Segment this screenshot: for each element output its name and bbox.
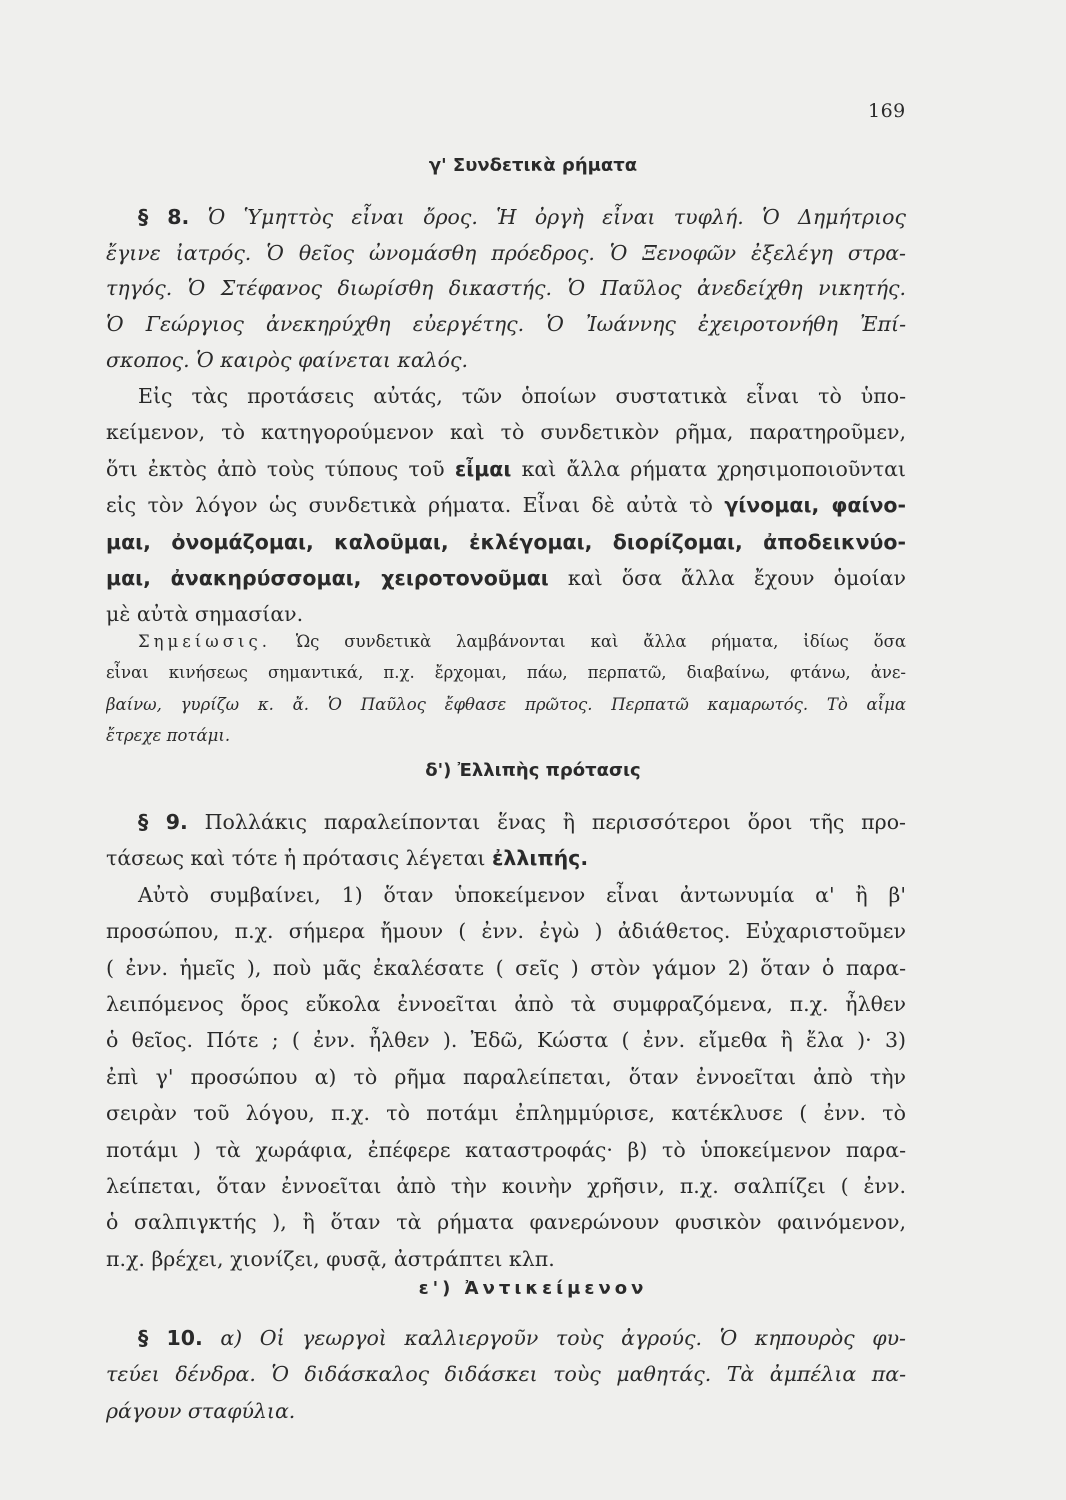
page-number: 169 (868, 100, 906, 122)
paragraph-8-line: Ὁ Γεώργιος ἀνεκηρύχθη εὐεργέτης. Ὁ Ἰωάννης ἐχειροτονήθη Ἐπί- (106, 312, 906, 337)
body-line: λείπεται, ὅταν ἐννοεῖται ἀπὸ τὴν κοινὴν χρῆσιν, π.χ. σαλπίζει ( ἐνν. (106, 1174, 906, 1199)
body-line: τεύει δένδρα. Ὁ διδάσκαλος διδάσκει τοὺς μαθητάς. Τὰ ἀμπέλια πα- (106, 1362, 906, 1387)
body-line: εἰς τὸν λόγον ὡς συνδετικὰ ρήματα. Εἶναι δὲ αὐτὰ τὸ γίνομαι, φαίνο- (106, 493, 906, 518)
note-block (106, 626, 906, 751)
body-line: τάσεως καὶ τότε ἡ πρότασις λέγεται ἐλλιπής. (106, 846, 589, 871)
note-line: Σημείωσις. Ὡς συνδετικὰ λαμβάνονται καὶ ἄλλα ρήματα, ἰδίως ὅσα (138, 632, 906, 651)
body-line: ὅτι ἐκτὸς ἀπὸ τοὺς τύπους τοῦ εἶμαι καὶ ἄλλα ρήματα χρησιμοποιοῦνται (106, 456, 906, 481)
body-line: § 9. Πολλάκις παραλείπονται ἕνας ἢ περισσότεροι ὅροι τῆς προ- (138, 810, 906, 834)
note-line: βαίνω, γυρίζω κ. ἄ. Ὁ Παῦλος ἔφθασε πρῶτος. Περπατῶ καμαρωτός. Τὸ αἷμα (106, 694, 906, 714)
body-line: μαι, ἀνακηρύσσομαι, χειροτονοῦμαι καὶ ὅσα ἄλλα ἔχουν ὁμοίαν (106, 566, 906, 591)
paragraph-10 (106, 1320, 906, 1429)
copula-explanation-paragraph (106, 378, 906, 633)
body-line: π.χ. βρέχει, χιονίζει, φυσᾷ, ἀστράπτει κλπ. (106, 1246, 555, 1271)
section-e-heading: ε') Ἀντικείμενον (418, 1278, 648, 1299)
copula-verbs-list: μαι, ἀνακηρύσσομαι, χειροτονοῦμαι (106, 566, 549, 591)
paragraph-8-number: § 8. (138, 205, 190, 229)
body-line: ὁ σαλπιγκτής ), ἢ ὅταν τὰ ρήματα φανερώνουν φυσικὸν φαινόμενον, (106, 1210, 906, 1235)
paragraph-8-line: τηγός. Ὁ Στέφανος διωρίσθη δικαστής. Ὁ Παῦλος ἀνεδείχθη νικητής. (106, 276, 906, 301)
body-line: ποτάμι ) τὰ χωράφια, ἐπέφερε καταστροφάς· β) τὸ ὑποκείμενον παρα- (106, 1137, 906, 1162)
paragraph-8-line: ἔγινε ἰατρός. Ὁ θεῖος ὠνομάσθη πρόεδρος. Ὁ Ξενοφῶν ἐξελέγη στρα- (106, 240, 906, 265)
copula-verbs-list: μαι, ὀνομάζομαι, καλοῦμαι, ἐκλέγομαι, διορίζομαι, ἀποδεικνύο- (106, 529, 906, 554)
body-line: προσώπου, π.χ. σήμερα ἤμουν ( ἐνν. ἐγὼ ) ἀδιάθετος. Εὐχαριστοῦμεν (106, 919, 906, 944)
body-line: § 10. α) Οἱ γεωργοὶ καλλιεργοῦν τοὺς ἀγρούς. Ὁ κηπουρὸς φυ- (138, 1326, 906, 1350)
note-line: εἶναι κινήσεως σημαντικά, π.χ. ἔρχομαι, πάω, περπατῶ, διαβαίνω, φτάνω, ἀνε- (106, 663, 906, 683)
paragraph-9 (106, 804, 906, 1277)
paragraph-8-line: σκοπος. Ὁ καιρὸς φαίνεται καλός. (106, 347, 469, 372)
body-line: Αὐτὸ συμβαίνει, 1) ὅταν ὑποκείμενον εἶναι ἀντωνυμία α' ἢ β' (138, 882, 906, 907)
copula-verbs-list: γίνομαι, φαίνο- (724, 493, 906, 518)
paragraph-8 (106, 200, 906, 379)
body-line: μὲ αὐτὰ σημασίαν. (106, 602, 304, 627)
body-line: ράγουν σταφύλια. (106, 1398, 296, 1423)
paragraph-9-number: § 9. (138, 810, 188, 834)
note-label: Σημείωσις. (138, 632, 271, 651)
body-line: λειπόμενος ὅρος εὔκολα ἐννοεῖται ἀπὸ τὰ συμφραζόμενα, π.χ. ἦλθεν (106, 992, 906, 1017)
body-line: ἐπὶ γ' προσώπου α) τὸ ρῆμα παραλείπεται, ὅταν ἐννοεῖται ἀπὸ τὴν (106, 1064, 906, 1089)
section-c-heading: γ' Συνδετικὰ ρήματα (428, 155, 638, 176)
body-line: ( ἐνν. ἡμεῖς ), ποὺ μᾶς ἐκαλέσατε ( σεῖς ) στὸν γάμον 2) ὅταν ὁ παρα- (106, 955, 906, 980)
term-ellipis: ἐλλιπής. (492, 846, 589, 871)
body-line: κείμενον, τὸ κατηγορούμενον καὶ τὸ συνδετικὸν ρῆμα, παρατηροῦμεν, (106, 420, 906, 445)
paragraph-8-line: Ὁ Ὑμηττὸς εἶναι ὄρος. Ἡ ὀργὴ εἶναι τυφλή. Ὁ Δημήτριος (207, 205, 906, 229)
note-line: ἔτρεχε ποτάμι. (106, 725, 231, 745)
term-eimai: εἶμαι (454, 456, 512, 481)
body-line: σειρὰν τοῦ λόγου, π.χ. τὸ ποτάμι ἐπλημμύρισε, κατέκλυσε ( ἐνν. τὸ (106, 1101, 906, 1126)
paragraph-10-number: § 10. (138, 1326, 203, 1350)
body-line: Εἰς τὰς προτάσεις αὐτάς, τῶν ὁποίων συστατικὰ εἶναι τὸ ὑπο- (138, 384, 906, 408)
section-d-heading: δ') Ἐλλιπὴς πρότασις (425, 760, 641, 781)
body-line: ὁ θεῖος. Πότε ; ( ἐνν. ἦλθεν ). Ἐδῶ, Κώστα ( ἐνν. εἴμεθα ἢ ἔλα )· 3) (106, 1028, 906, 1053)
